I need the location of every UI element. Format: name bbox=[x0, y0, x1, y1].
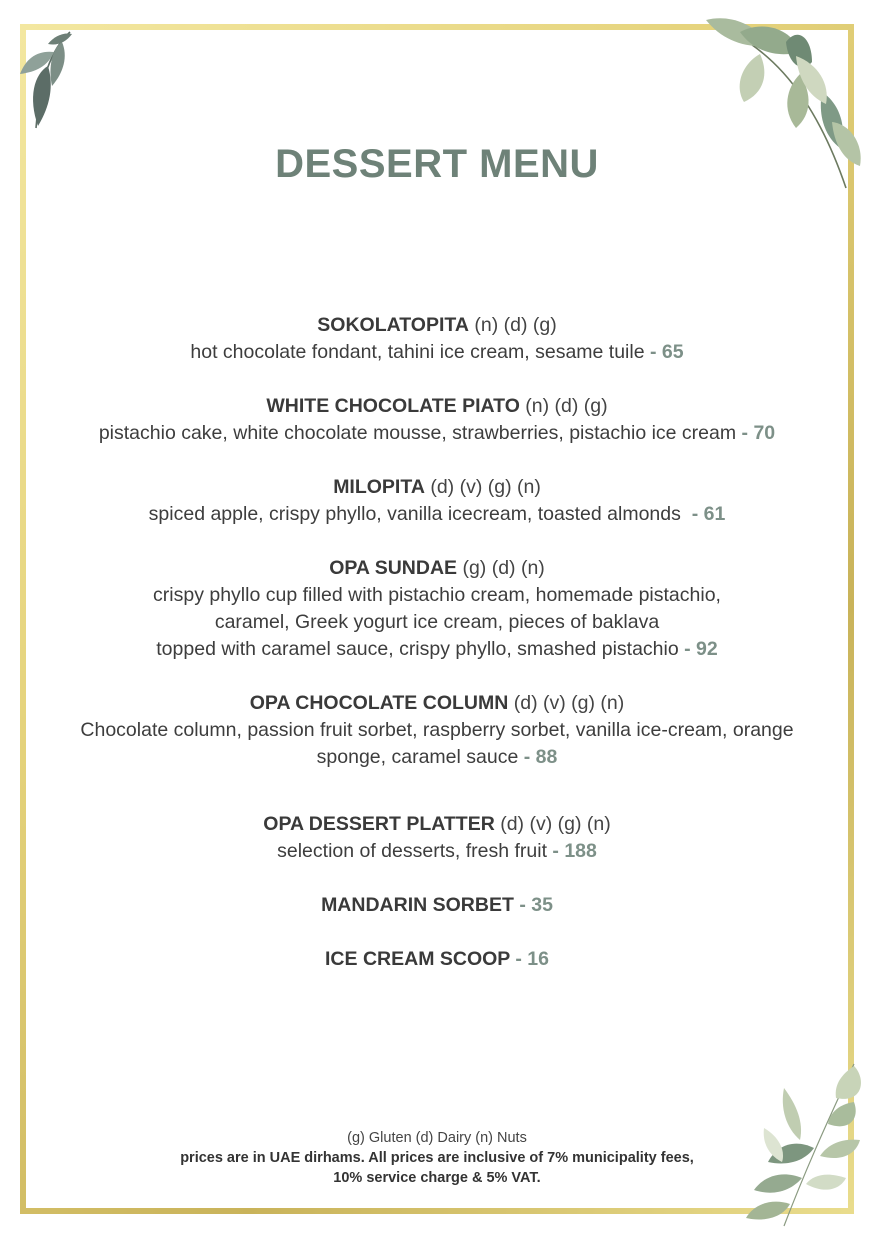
menu-item-opa-dessert-platter bbox=[0, 811, 874, 865]
menu-item-sokolatopita bbox=[0, 312, 874, 366]
allergen-legend: (g) Gluten (d) Dairy (n) Nuts bbox=[347, 1130, 527, 1146]
menu-item-mandarin-sorbet bbox=[0, 892, 874, 919]
item-price: - 61 bbox=[686, 503, 726, 525]
item-price: - 88 bbox=[518, 746, 558, 768]
pricing-note-line-2: 10% service charge & 5% VAT. bbox=[333, 1170, 541, 1186]
item-description: hot chocolate fondant, tahini ice cream, sesame tuile bbox=[190, 341, 645, 363]
dessert-list bbox=[0, 312, 874, 973]
item-name: OPA DESSERT PLATTER bbox=[263, 813, 495, 835]
item-description: pistachio cake, white chocolate mousse, strawberries, pistachio ice cream bbox=[98, 422, 737, 444]
item-description: selection of desserts, fresh fruit bbox=[277, 840, 547, 862]
menu-item-white-chocolate-piato bbox=[0, 393, 874, 447]
item-name: OPA CHOCOLATE COLUMN bbox=[249, 692, 509, 714]
item-price: - 35 bbox=[513, 894, 553, 916]
item-price: - 70 bbox=[736, 422, 776, 444]
item-description: spiced apple, crispy phyllo, vanilla icecream, toasted almonds bbox=[148, 503, 687, 525]
item-price: - 92 bbox=[678, 638, 718, 660]
leaf-decoration-bottom-right bbox=[724, 1058, 870, 1230]
leaf-decoration-top-left bbox=[12, 28, 82, 138]
item-description: sponge, caramel sauce bbox=[316, 746, 519, 768]
menu-item-ice-cream-scoop bbox=[0, 946, 874, 973]
item-description: Chocolate column, passion fruit sorbet, raspberry sorbet, vanilla ice-cream, orange bbox=[80, 719, 794, 741]
menu-item-opa-chocolate-column bbox=[0, 690, 874, 771]
item-description: caramel, Greek yogurt ice cream, pieces of baklava bbox=[214, 611, 660, 633]
menu-item-milopita bbox=[0, 474, 874, 528]
item-allergens: (d) (v) (g) (n) bbox=[424, 476, 541, 498]
item-allergens: (g) (d) (n) bbox=[457, 557, 545, 579]
item-price: - 65 bbox=[644, 341, 684, 363]
item-description: topped with caramel sauce, crispy phyllo, smashed pistachio bbox=[156, 638, 679, 660]
item-name: MILOPITA bbox=[333, 476, 425, 498]
pricing-note-line-1: prices are in UAE dirhams. All prices are inclusive of 7% municipality fees, bbox=[180, 1150, 694, 1166]
item-price: - 188 bbox=[547, 840, 597, 862]
page-title: DESSERT MENU bbox=[275, 142, 599, 186]
menu-item-opa-sundae bbox=[0, 555, 874, 663]
item-allergens: (d) (v) (g) (n) bbox=[508, 692, 625, 714]
item-description: crispy phyllo cup filled with pistachio cream, homemade pistachio, bbox=[153, 584, 721, 606]
item-allergens: (n) (d) (g) bbox=[468, 314, 557, 336]
item-price: - 16 bbox=[509, 948, 549, 970]
item-allergens: (d) (v) (g) (n) bbox=[494, 813, 611, 835]
item-name: WHITE CHOCOLATE PIATO bbox=[266, 395, 520, 417]
item-name: OPA SUNDAE bbox=[329, 557, 458, 579]
item-name: ICE CREAM SCOOP bbox=[325, 948, 510, 970]
item-name: MANDARIN SORBET bbox=[321, 894, 514, 916]
item-name: SOKOLATOPITA bbox=[317, 314, 469, 336]
item-allergens: (n) (d) (g) bbox=[519, 395, 608, 417]
